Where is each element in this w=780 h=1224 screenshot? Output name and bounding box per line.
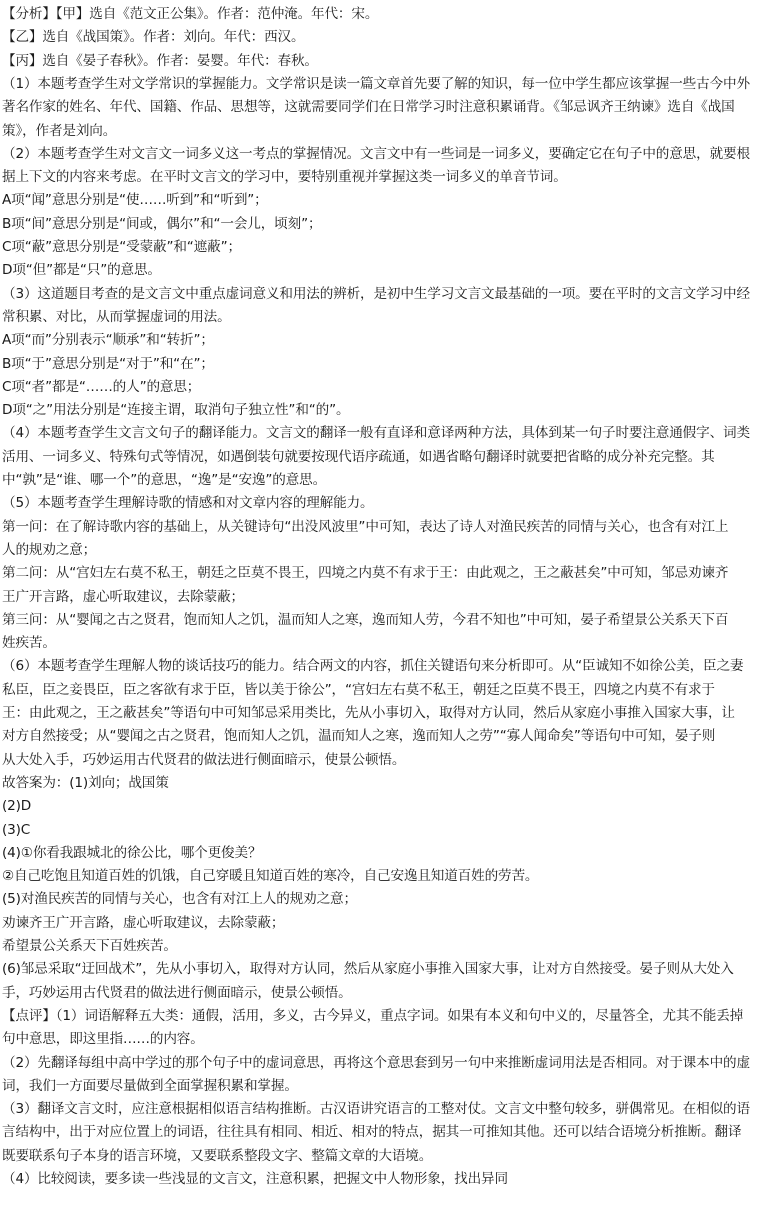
text-line: D项“之”用法分别是“连接主谓，取消句子独立性”和“的”。 — [2, 402, 350, 419]
text-line: 据上下文的内容来考虑。在平时文言文的学习中，要特别重视并掌握这类一词多义的单音节词。 — [2, 169, 567, 186]
text-line: （1）本题考查学生对文学常识的掌握能力。文学常识是读一篇文章首先要了解的知识，每一位中学生都应该掌握一些古今中外 — [2, 75, 750, 92]
text-line: （4）本题考查学生文言文句子的翻译能力。文言文的翻译一般有直译和意译两种方法，具体到某一句子时要注意通假字、词类 — [2, 425, 750, 442]
text-line: 言结构中，出于对应位置上的词语，往往具有相同、相近、相对的特点，据其一可推知其他。还可以结合语境分析推断。翻译 — [2, 1124, 742, 1141]
text-line: （3）这道题目考查的是文言文中重点虚词意义和用法的辨析，是初中生学习文言文最基础的一项。要在平时的文言文学习中经 — [2, 285, 750, 302]
text-line: (2)D — [2, 798, 32, 815]
text-line: (3)C — [2, 821, 31, 838]
text-line: 手，巧妙运用古代贤君的做法进行侧面暗示，使景公顿悟。 — [2, 984, 352, 1001]
text-line: 第二问：从“宫妇左右莫不私王，朝廷之臣莫不畏王，四境之内莫不有求于王：由此观之，王之蔽甚矣”中可知，邹忌劝谏齐 — [2, 565, 729, 582]
text-line: 劝谏齐王广开言路，虚心听取建议，去除蒙蔽； — [2, 914, 285, 931]
text-line: 姓疾苦。 — [2, 635, 56, 652]
text-line: 希望景公关系天下百姓疾苦。 — [2, 938, 177, 954]
text-line: 故答案为：(1)刘向；战国策 — [2, 774, 169, 791]
text-line: (6)邹忌采取“迂回战术”，先从小事切入，取得对方认同，然后从家庭小事推入国家大事，让对方自然接受。晏子则从大处入 — [2, 961, 734, 978]
text-line: 私臣，臣之妾畏臣，臣之客欲有求于臣，皆以美于徐公”，“宫妇左右莫不私王，朝廷之臣莫不畏王，四境之内莫不有求于 — [2, 681, 715, 698]
text-line: 中“孰”是“谁、哪一个”的意思，“逸”是“安逸”的意思。 — [2, 472, 327, 488]
text-line: (4)①你看我跟城北的徐公比，哪个更俊美？ — [2, 844, 262, 861]
text-line: 从大处入手，巧妙运用古代贤君的做法进行侧面暗示，使景公顿悟。 — [2, 751, 406, 768]
text-line: 著名作家的姓名、年代、国籍、作品、思想等，这就需要同学们在日常学习时注意积累诵背。《邹忌讽齐王纳谏》选自《战国 — [2, 99, 735, 116]
text-line: 王广开言路，虚心听取建议，去除蒙蔽； — [2, 588, 244, 605]
text-line: B项“间”意思分别是“间或，偶尔”和“一会儿，顷刻”； — [2, 215, 322, 232]
text-line: 第三问：从“婴闻之古之贤君，饱而知人之饥，温而知人之寒，逸而知人劳，今君不知也”中可知，晏子希望景公关系天下百 — [2, 611, 729, 628]
text-line: B项“于”意思分别是“对于”和“在”； — [2, 355, 214, 372]
text-line: 活用、一词多义、特殊句式等情况，如遇倒装句就要按现代语序疏通，如遇省略句翻译时就要把省略的成分补充完整。其 — [2, 448, 715, 465]
text-line: （6）本题考查学生理解人物的谈话技巧的能力。结合两文的内容，抓住关键语句来分析即可。从“臣诚知不如徐公美，臣之妻 — [2, 658, 744, 675]
text-line: A项“而”分别表示“顺承”和“转折”； — [2, 332, 214, 349]
text-line: C项“蔽”意思分别是“受蒙蔽”和“遮蔽”； — [2, 239, 241, 255]
text-line: 【点评】（1）词语解释五大类：通假，活用，多义，古今异义，重点字词。如果有本义和句中义的，尽量答全，尤其不能丢掉 — [2, 1007, 744, 1024]
text-line: 【乙】选自《战国策》。作者：刘向。年代：西汉。 — [2, 29, 305, 46]
text-line: ②自己吃饱且知道百姓的饥饿，自己穿暖且知道百姓的寒冷，自己安逸且知道百姓的劳苦。 — [2, 868, 539, 885]
text-line: （3）翻译文言文时，应注意根据相似语言结构推断。古汉语讲究语言的工整对仗。文言文中整句较多，骈偶常见。在相似的语 — [2, 1101, 750, 1118]
text-line: （5）本题考查学生理解诗歌的情感和对文章内容的理解能力。 — [2, 495, 374, 512]
text-line: 既要联系句子本身的语言环境，又要联系整段文字、整篇文章的大语境。 — [2, 1147, 433, 1164]
text-line: 策》，作者是刘向。 — [2, 122, 117, 139]
text-line: (5)对渔民疾苦的同情与关心，也含有对江上人的规劝之意； — [2, 891, 357, 908]
text-line: 【丙】选自《晏子春秋》。作者：晏婴。年代：春秋。 — [2, 52, 318, 69]
text-line: 第一问：在了解诗歌内容的基础上，从关键诗句“出没风波里”中可知，表达了诗人对渔民疾苦的同情与关心，也含有对江上 — [2, 518, 729, 535]
text-line: 【分析】【甲】选自《范文正公集》。作者：范仲淹。年代：宋。 — [2, 6, 379, 22]
text-line: 人的规劝之意； — [2, 541, 97, 558]
text-line: D项“但”都是“只”的意思。 — [2, 262, 161, 279]
text-line: （2）先翻译每组中高中学过的那个句子中的虚词意思，再将这个意思套到另一句中来推断虚词用法是否相同。对于课本中的虚 — [2, 1054, 750, 1071]
text-line: 词，我们一方面要尽量做到全面掌握积累和掌握。 — [2, 1077, 298, 1094]
text-line: 王：由此观之，王之蔽甚矣”等语句中可知邹忌采用类比，先从小事切入，取得对方认同，然后从家庭小事推入国家大事，让 — [2, 705, 735, 721]
text-line: （4）比较阅读，要多读一些浅显的文言文，注意积累，把握文中人物形象，找出异同 — [2, 1171, 508, 1187]
text-line: （2）本题考查学生对文言文一词多义这一考点的掌握情况。文言文中有一些词是一词多义，要确定它在句子中的意思，就要根 — [2, 145, 750, 162]
text-line: 句中意思，即这里指……的内容。 — [2, 1031, 204, 1048]
text-line: 对方自然接受；从“婴闻之古之贤君，饱而知人之饥，温而知人之寒，逸而知人之劳”“寡人闻命矣”等语句中可知，晏子则 — [2, 728, 716, 745]
text-line: A项“闻”意思分别是“使……听到”和“听到”； — [2, 192, 268, 209]
text-line: C项“者”都是“……的人”的意思； — [2, 378, 201, 395]
text-line: 常积累、对比，从而掌握虚词的用法。 — [2, 308, 231, 325]
